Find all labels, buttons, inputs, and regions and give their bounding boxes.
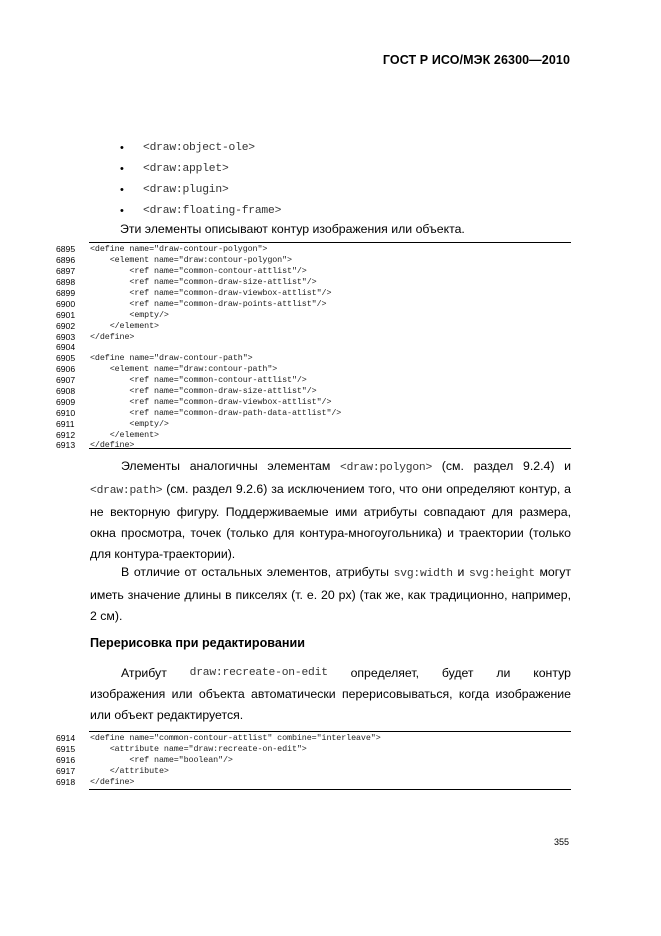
code-line xyxy=(56,342,341,353)
line-number: 6913 xyxy=(56,440,76,451)
page-number: 355 xyxy=(553,837,569,847)
bullet-text: <draw:object-ole> xyxy=(143,142,255,155)
para-text: Элементы аналогичны элементам xyxy=(121,459,340,473)
bullet-text: <draw:plugin> xyxy=(143,183,229,196)
bullet-item xyxy=(120,180,281,201)
para-word: Атрибут xyxy=(121,666,167,680)
intro-paragraph: Эти элементы описывают контур изображения или объекта. xyxy=(120,222,465,236)
code-line xyxy=(56,418,341,429)
line-number: 6918 xyxy=(56,777,76,787)
line-number: 6896 xyxy=(56,255,76,266)
code-line xyxy=(56,733,381,744)
line-number: 6914 xyxy=(56,733,76,744)
code-text: <ref name="common-draw-points-attlist"/> xyxy=(90,298,327,309)
code-line xyxy=(56,766,381,777)
line-number: 6897 xyxy=(56,266,76,277)
code-top-rule xyxy=(89,731,571,732)
line-number: 6908 xyxy=(56,386,76,397)
line-number: 6906 xyxy=(56,364,76,375)
code-text: <ref name="common-draw-viewbox-attlist"/> xyxy=(90,288,332,298)
code-block-2 xyxy=(56,733,381,787)
code-line xyxy=(56,288,341,299)
inline-code: draw:recreate-on-edit xyxy=(189,667,328,679)
code-line xyxy=(56,320,341,331)
document-header: ГОСТ Р ИСО/МЭК 26300—2010 xyxy=(382,53,570,67)
code-line xyxy=(56,266,341,277)
code-text: </define> xyxy=(90,331,135,342)
code-line xyxy=(56,744,381,755)
element-bullet-list xyxy=(120,138,281,221)
line-number: 6912 xyxy=(56,429,76,440)
line-number: 6904 xyxy=(56,342,76,353)
line-number: 6911 xyxy=(56,418,75,429)
inline-code: svg:width xyxy=(393,568,453,580)
paragraph-svg-size xyxy=(90,562,571,627)
line-number: 6910 xyxy=(56,407,76,418)
code-line xyxy=(56,375,341,386)
code-line xyxy=(56,309,341,320)
code-text: <define name="common-contour-attlist" combine="interleave"> xyxy=(90,733,381,744)
code-text: </element> xyxy=(90,320,159,331)
code-line xyxy=(56,277,341,288)
code-text: <define name="draw-contour-path"> xyxy=(90,353,253,364)
para-first-line xyxy=(90,663,571,684)
code-text: <ref name="common-draw-size-attlist"/> xyxy=(90,277,317,288)
line-number: 6903 xyxy=(56,331,76,342)
code-text: <element name="draw:contour-polygon"> xyxy=(90,255,292,266)
paragraph-contour-description xyxy=(90,456,571,565)
code-top-rule xyxy=(89,242,571,243)
bullet-text: <draw:applet> xyxy=(143,163,229,176)
para-rest: изображения или объекта автоматически перерисовываться, когда изображение или объект редактируется. xyxy=(90,687,571,722)
bullet-item xyxy=(120,138,281,159)
code-line xyxy=(56,364,341,375)
code-line xyxy=(56,429,341,440)
code-line xyxy=(56,386,341,397)
code-line xyxy=(56,255,341,266)
code-text: <ref name="boolean"/> xyxy=(90,755,233,766)
para-word: ли xyxy=(496,666,511,680)
line-number: 6895 xyxy=(56,244,76,255)
code-line xyxy=(56,396,341,407)
code-block-1 xyxy=(56,244,341,451)
para-text: (см. раздел 9.2.4) и xyxy=(432,459,571,473)
code-text: <element name="draw:contour-path"> xyxy=(90,364,278,375)
bullet-item xyxy=(120,159,281,180)
code-text: </define> xyxy=(90,777,135,787)
paragraph-recreate-on-edit xyxy=(90,663,571,726)
bullet-text: <draw:floating-frame> xyxy=(143,204,282,217)
inline-code: <draw:path> xyxy=(90,485,163,497)
bullet-dot: • xyxy=(120,204,124,217)
code-line xyxy=(56,244,341,255)
code-text: <ref name="common-contour-attlist"/> xyxy=(90,375,307,386)
code-line xyxy=(56,755,381,766)
inline-code: <draw:polygon> xyxy=(339,462,433,474)
line-number: 6900 xyxy=(56,298,76,309)
code-text: <ref name="common-draw-viewbox-attlist"/> xyxy=(90,396,332,407)
code-text: <define name="draw-contour-polygon"> xyxy=(90,244,268,255)
code-text: </attribute> xyxy=(90,766,169,777)
code-text: <ref name="common-draw-path-data-attlist"/> xyxy=(90,407,342,418)
code-text: </element> xyxy=(90,429,159,440)
section-heading: Перерисовка при редактировании xyxy=(90,636,305,650)
line-number: 6899 xyxy=(56,288,76,298)
code-text: <empty/> xyxy=(90,418,169,429)
code-text: <ref name="common-draw-size-attlist"/> xyxy=(90,386,317,397)
para-text: (см. раздел 9.2.6) за исключением того, что они определяют контур, а не векторную фигуру. Поддерживаемые ими атрибуты совпадают для размера, окна просмотра, точек (только для контура-многоугольника) и траектории (только для контура-траектории). xyxy=(90,482,571,561)
code-line xyxy=(56,440,341,451)
code-line xyxy=(56,298,341,309)
bullet-dot: • xyxy=(120,183,124,196)
bullet-dot: • xyxy=(120,142,124,155)
code-text: </define> xyxy=(90,440,135,451)
para-text: и xyxy=(452,565,470,579)
line-number: 6901 xyxy=(56,309,76,320)
line-number: 6916 xyxy=(56,755,76,766)
para-word: определяет, xyxy=(350,666,420,680)
para-word: контур xyxy=(533,666,571,680)
para-word: будет xyxy=(441,666,474,680)
code-bottom-rule xyxy=(89,789,571,790)
line-number: 6902 xyxy=(56,320,76,331)
line-number: 6905 xyxy=(56,353,76,364)
code-text: <attribute name="draw:recreate-on-edit"> xyxy=(90,744,307,755)
line-number: 6915 xyxy=(56,744,76,755)
line-number: 6909 xyxy=(56,396,76,407)
code-bottom-rule xyxy=(89,448,571,449)
code-text: <ref name="common-contour-attlist"/> xyxy=(90,266,307,277)
line-number: 6917 xyxy=(56,766,76,777)
code-line xyxy=(56,407,341,418)
para-text: В отличие от остальных элементов, атрибуты xyxy=(121,565,394,579)
bullet-dot: • xyxy=(120,163,124,176)
code-line xyxy=(56,353,341,364)
para-text: могут иметь значение длины в пикселях (т. е. 20 px) (так же, как традиционно, например, 2 см). xyxy=(90,565,572,623)
code-line xyxy=(56,777,381,788)
inline-code: svg:height xyxy=(469,568,535,580)
code-line xyxy=(56,331,341,342)
line-number: 6898 xyxy=(56,277,76,288)
line-number: 6907 xyxy=(56,375,76,386)
code-text: <empty/> xyxy=(90,309,169,320)
